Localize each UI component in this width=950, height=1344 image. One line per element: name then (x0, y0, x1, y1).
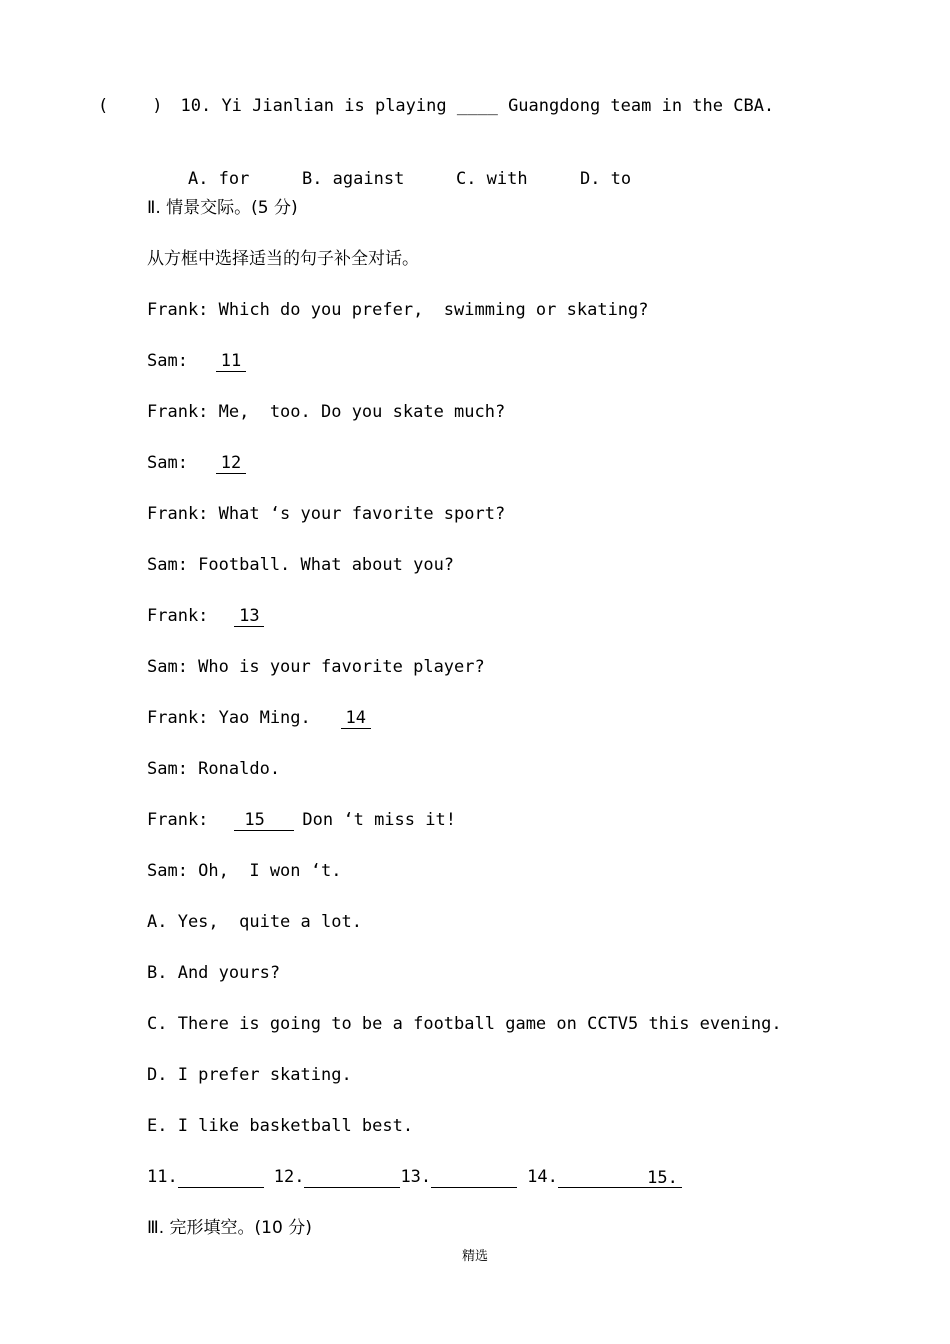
speaker: Sam: (147, 453, 188, 473)
answer-blank-11 (178, 1167, 264, 1188)
question-10-blank: ____ (456, 96, 498, 116)
speaker: Frank: (147, 606, 209, 626)
dialogue-line: Frank: What ‘s your favorite sport? (147, 504, 506, 524)
answer-label-11: 11. (147, 1167, 178, 1187)
blank-11: 11 (216, 351, 246, 372)
dialogue-line: Frank: Which do you prefer, swimming or skating? (147, 300, 649, 320)
answer-row (147, 1166, 682, 1188)
question-10 (98, 95, 774, 117)
blank-12: 12 (216, 453, 246, 474)
option-b: B. against (301, 169, 405, 189)
blank-15: 15 (234, 810, 294, 831)
answer-label-15: 15. (558, 1168, 682, 1188)
answer-label-14: 14. (527, 1167, 558, 1187)
dialogue-line-after: Don ‘t miss it! (302, 810, 456, 830)
dialogue-line (147, 452, 246, 474)
speaker: Frank: Yao Ming. (147, 708, 311, 728)
choice-a: A. Yes, quite a lot. (147, 912, 362, 932)
dialogue-line: Frank: Me, too. Do you skate much? (147, 402, 506, 422)
page-footer: 精选 (461, 1249, 488, 1264)
answer-paren-open: ( (98, 96, 109, 116)
answer-paren-close: ) (152, 96, 163, 116)
dialogue-line: Sam: Oh, I won ‘t. (147, 861, 342, 881)
option-a: A. for (187, 169, 250, 189)
choice-c: C. There is going to be a football game on CCTV5 this evening. (147, 1014, 782, 1034)
dialogue-line (147, 707, 371, 729)
answer-label-13: 13. (400, 1167, 432, 1187)
answer-label-12: 12. (273, 1167, 305, 1187)
option-d: D. to (579, 169, 632, 189)
dialogue-line: Sam: Football. What about you? (147, 555, 455, 575)
dialogue-line: Sam: Who is your favorite player? (147, 657, 485, 677)
question-10-text-before: 10. Yi Jianlian is playing (180, 96, 447, 116)
dialogue-line (147, 350, 246, 372)
choice-b: B. And yours? (147, 963, 281, 983)
section-2-instruction: 从方框中选择适当的句子补全对话。 (147, 249, 419, 269)
dialogue-line (147, 605, 264, 627)
section-3-heading: Ⅲ. 完形填空。(10 分) (147, 1218, 312, 1238)
blank-13: 13 (234, 606, 264, 627)
speaker: Frank: (147, 810, 209, 830)
section-2-heading: Ⅱ. 情景交际。(5 分) (147, 198, 298, 218)
dialogue-line (147, 809, 456, 831)
blank-14: 14 (341, 708, 371, 729)
choice-e: E. I like basketball best. (147, 1116, 414, 1136)
dialogue-line: Sam: Ronaldo. (147, 759, 281, 779)
choice-d: D. I prefer skating. (147, 1065, 352, 1085)
answer-blank-12 (304, 1167, 400, 1188)
question-10-text-after: Guangdong team in the CBA. (508, 96, 775, 116)
option-c: C. with (455, 169, 528, 189)
speaker: Sam: (147, 351, 188, 371)
answer-blank-13 (431, 1167, 517, 1188)
